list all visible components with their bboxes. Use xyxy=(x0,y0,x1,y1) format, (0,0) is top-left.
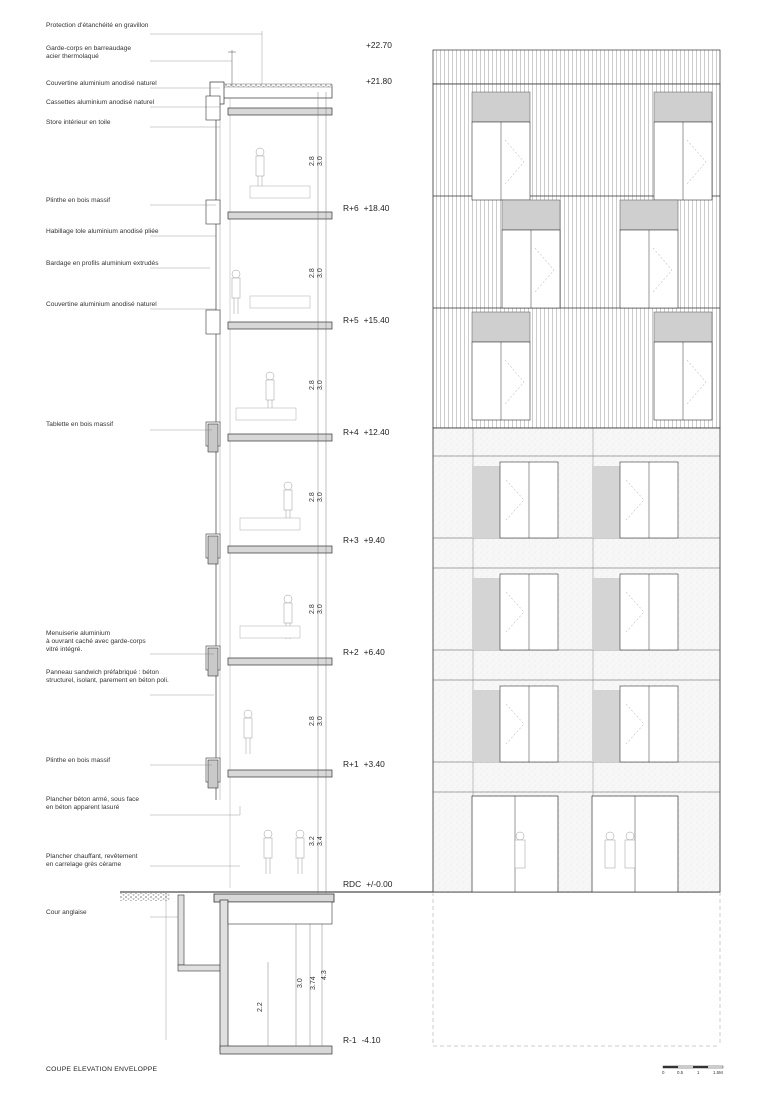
annotation-leaders xyxy=(150,31,262,917)
level-elevation: +21.80 xyxy=(366,76,392,86)
height-dimension: 3.0 xyxy=(317,380,324,390)
level-marker xyxy=(343,759,385,769)
precast-panel xyxy=(208,760,218,788)
furniture xyxy=(240,626,300,638)
basement-wall xyxy=(220,900,228,1050)
height-dimension: 3.0 xyxy=(317,604,324,614)
level-marker xyxy=(343,427,389,437)
level-marker xyxy=(343,1035,381,1045)
lightwell-wall xyxy=(178,895,184,965)
height-dimension: 2.8 xyxy=(309,716,316,726)
level-elevation: +12.40 xyxy=(363,427,390,437)
person-head xyxy=(296,830,304,838)
level-elevation: -4.10 xyxy=(361,1035,381,1045)
annotation-label: Plancher chauffant, revêtement en carrelage grès cérame xyxy=(46,853,138,869)
person-body xyxy=(232,278,240,298)
level-elevation: +/-0.00 xyxy=(366,879,393,889)
roof-gravel xyxy=(222,84,332,87)
annotation-label: Store intérieur en toile xyxy=(46,119,111,126)
gravel-bed xyxy=(120,893,170,901)
height-dimension: 2.8 xyxy=(309,156,316,166)
floor-slab xyxy=(228,212,332,219)
annotation-label: Menuiserie aluminium à ouvrant caché avec garde-corps vitré intégré. xyxy=(46,630,146,654)
person-head xyxy=(626,832,634,840)
level-elevation: +3.40 xyxy=(363,759,385,769)
window-shade xyxy=(592,466,620,538)
window-shade xyxy=(592,690,620,762)
window-cassette xyxy=(620,200,678,230)
person-head xyxy=(284,482,292,490)
slab-edge-detail xyxy=(206,96,220,120)
basement-height-dimension: 2.2 xyxy=(257,1002,264,1012)
floor-slab xyxy=(228,322,332,329)
person-body xyxy=(244,718,252,738)
annotation-label: Plancher béton armé, sous face en béton apparent lasuré xyxy=(46,796,140,812)
floor-slab xyxy=(228,770,332,777)
height-dimension: 3.4 xyxy=(317,836,324,846)
height-dimension: 2.8 xyxy=(309,492,316,502)
scale-bar xyxy=(663,1066,723,1068)
window-shade xyxy=(472,466,500,538)
window-cassette xyxy=(472,92,530,122)
floor-slab xyxy=(228,108,332,115)
level-name: R+6 xyxy=(343,203,359,213)
slab-edge-detail xyxy=(206,200,220,224)
height-dimension: 3.0 xyxy=(317,156,324,166)
person-body xyxy=(266,380,274,400)
person-body xyxy=(284,603,292,623)
furniture xyxy=(250,186,310,198)
drawing-title: COUPE ELEVATION ENVELOPPE xyxy=(46,1066,158,1073)
person-head xyxy=(256,148,264,156)
annotation-label: Plinthe en bois massif xyxy=(46,757,111,764)
person-body xyxy=(264,838,272,858)
slab-edge-detail xyxy=(206,310,220,334)
scale-label-0: 0 xyxy=(662,1070,665,1075)
person-head xyxy=(266,372,274,380)
annotation-label: Couvertine aluminium anodisé naturel xyxy=(46,301,157,308)
precast-panel xyxy=(208,648,218,676)
building-elevation xyxy=(433,50,720,1046)
height-dimension: 3.2 xyxy=(309,836,316,846)
precast-panel xyxy=(208,424,218,452)
annotation-label: Cassettes aluminium anodisé naturel xyxy=(46,99,155,106)
furniture xyxy=(236,408,296,420)
level-marker xyxy=(343,315,389,325)
height-dimension: 2.8 xyxy=(309,604,316,614)
lightwell-floor xyxy=(178,965,224,971)
floor-slab xyxy=(228,434,332,441)
person-body xyxy=(284,490,292,510)
person-head xyxy=(244,710,252,718)
annotation-label: Plinthe en bois massif xyxy=(46,197,111,204)
window-cassette xyxy=(654,92,712,122)
ground-slab xyxy=(214,894,334,902)
precast-panel xyxy=(208,536,218,564)
level-name: R-1 xyxy=(343,1035,357,1045)
floor-slab xyxy=(228,658,332,665)
level-elevation: +6.40 xyxy=(363,647,385,657)
annotation-label: Couvertine aluminium anodisé naturel xyxy=(46,80,157,87)
ground-slab-lower xyxy=(228,902,332,924)
height-dimension: 2.8 xyxy=(309,268,316,278)
scale-bar-segment xyxy=(663,1066,678,1068)
basement-height-dimension: 4.3 xyxy=(321,970,328,980)
level-marker xyxy=(343,879,392,889)
annotation-label: Tablette en bois massif xyxy=(46,421,114,428)
person-head xyxy=(516,832,524,840)
person-head xyxy=(606,832,614,840)
basement-height-dimension: 3.0 xyxy=(297,978,304,988)
furniture xyxy=(250,296,310,308)
level-elevation: +9.40 xyxy=(363,535,385,545)
person-body xyxy=(625,840,635,868)
level-elevation: +18.40 xyxy=(363,203,390,213)
person-head xyxy=(232,270,240,278)
height-dimension: 2.8 xyxy=(309,380,316,390)
level-elevation: +22.70 xyxy=(366,40,392,50)
window-shade xyxy=(472,578,500,650)
person-head xyxy=(284,595,292,603)
height-dimension: 3.0 xyxy=(317,716,324,726)
window-shade xyxy=(472,690,500,762)
roof-slab xyxy=(222,86,332,98)
level-elevation: +15.40 xyxy=(363,315,390,325)
level-name: R+4 xyxy=(343,427,359,437)
person-body xyxy=(296,838,304,858)
window-cassette xyxy=(654,312,712,342)
scale-label-15: 1.5M xyxy=(713,1070,723,1075)
level-name: R+2 xyxy=(343,647,359,657)
scale-label-05: 0.5 xyxy=(677,1070,684,1075)
level-marker xyxy=(366,76,392,86)
level-name: RDC xyxy=(343,879,362,889)
person-body xyxy=(605,840,615,868)
level-marker xyxy=(343,647,385,657)
level-name: R+3 xyxy=(343,535,359,545)
annotation-label: Protection d'étanchéité en gravillon xyxy=(46,22,149,29)
floor-slab xyxy=(228,546,332,553)
person-body xyxy=(515,840,525,868)
height-dimension: 3.0 xyxy=(317,268,324,278)
annotation-label: Habillage tole aluminium anodisé pliée xyxy=(46,228,159,235)
window-cassette xyxy=(502,200,560,230)
level-name: R+1 xyxy=(343,759,359,769)
scale-label-1: 1 xyxy=(697,1070,700,1075)
roof-guardrail xyxy=(433,50,720,84)
furniture xyxy=(240,518,300,530)
window-shade xyxy=(592,578,620,650)
height-dimension: 3.0 xyxy=(317,492,324,502)
annotation-label: Cour anglaise xyxy=(46,909,87,916)
person-body xyxy=(256,156,264,176)
basement-slab xyxy=(220,1046,332,1054)
annotation-label: Panneau sandwich préfabriqué : béton structurel, isolant, parement en béton poli. xyxy=(46,669,169,685)
level-marker xyxy=(366,40,392,50)
level-name: R+5 xyxy=(343,315,359,325)
level-marker xyxy=(343,203,389,213)
annotation-label: Bardage en profils aluminium extrudés xyxy=(46,260,159,267)
level-marker xyxy=(343,535,385,545)
scale-bar-segment xyxy=(693,1066,708,1068)
person-head xyxy=(264,830,272,838)
window-cassette xyxy=(472,312,530,342)
annotation-label: Garde-corps en barreaudage acier thermolaqué xyxy=(46,45,132,61)
basement-height-dimension: 3.74 xyxy=(310,976,317,990)
